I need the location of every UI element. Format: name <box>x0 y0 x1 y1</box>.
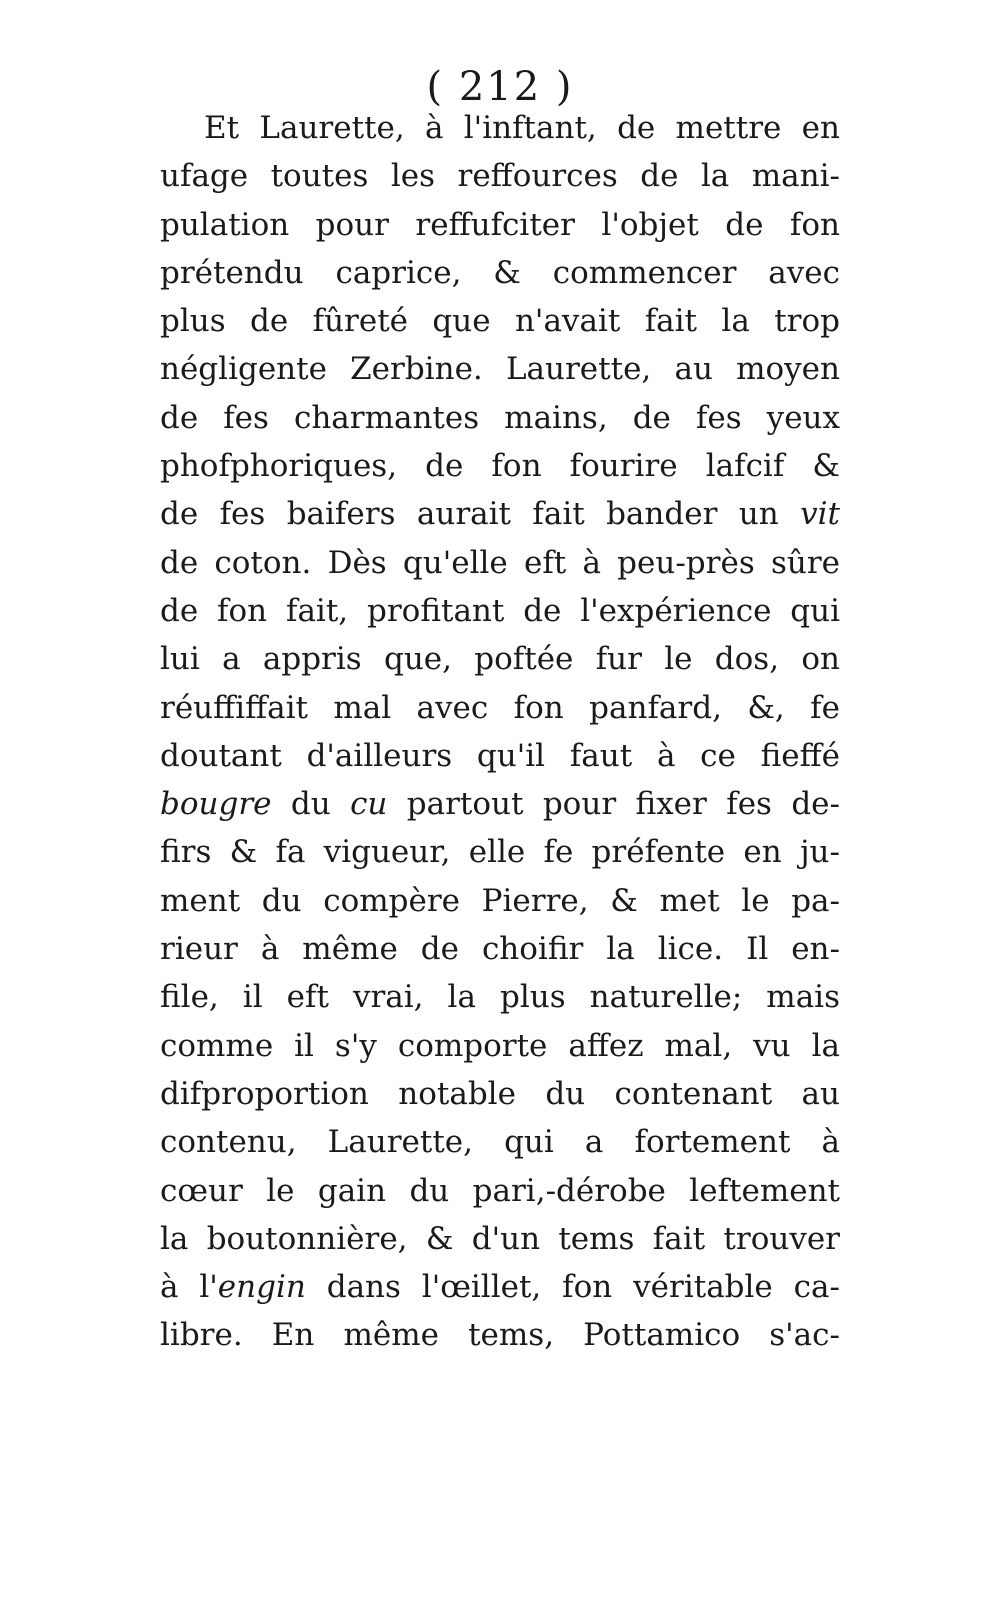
text-segment: contenu, Laurette, qui a fortement à <box>160 1124 840 1161</box>
text-segment: à l' <box>160 1269 218 1306</box>
text-segment: du <box>271 786 351 823</box>
text-line <box>160 925 840 973</box>
text-segment: comme il s'y comporte affez mal, vu la <box>160 1027 840 1064</box>
text-line <box>160 249 840 297</box>
text-segment: Et Laurette, à l'inftant, de mettre en <box>204 110 840 146</box>
text-segment: ufage toutes les reffources de la mani- <box>160 158 840 195</box>
text-segment: de fes baifers aurait fait bander un <box>160 496 801 533</box>
text-line <box>160 780 840 828</box>
text-line <box>160 442 840 490</box>
text-line <box>160 587 840 635</box>
text-line <box>160 394 840 442</box>
text-line <box>160 297 840 345</box>
text-segment: file, il eft vrai, la plus naturelle; mais <box>160 979 840 1016</box>
text-segment: dans l'œillet, fon véritable ca- <box>305 1269 840 1306</box>
text-segment: réuffiffait mal avec fon panfard, &, fe <box>160 689 840 726</box>
text-segment: négligente Zerbine. Laurette, au moyen <box>160 351 840 388</box>
text-line <box>160 152 840 200</box>
text-line <box>160 539 840 587</box>
text-line <box>160 635 840 683</box>
text-segment: rieur à même de choifir la lice. Il en- <box>160 931 840 968</box>
text-line <box>160 1022 840 1070</box>
text-segment: partout pour fixer fes de- <box>387 786 840 823</box>
text-line <box>160 973 840 1021</box>
text-segment: de fon fait, profitant de l'expérience qui <box>160 592 840 629</box>
text-segment: lui a appris que, poftée fur le dos, on <box>160 641 840 678</box>
text-segment: firs & fa vigueur, elle fe préfente en ju- <box>160 834 840 871</box>
text-segment: de fes charmantes mains, de fes yeux <box>160 399 840 436</box>
body-text <box>160 104 840 1360</box>
text-line <box>160 828 840 876</box>
text-line <box>160 1167 840 1215</box>
text-segment: ment du compère Pierre, & met le pa- <box>160 882 840 919</box>
text-line <box>160 104 840 152</box>
text-line <box>160 732 840 780</box>
italic-word: vit <box>800 496 840 533</box>
text-line <box>160 1070 840 1118</box>
italic-word: engin <box>217 1269 306 1306</box>
text-segment: plus de fûreté que n'avait fait la trop <box>160 303 840 340</box>
text-line <box>160 1311 840 1359</box>
text-segment: pulation pour reffufciter l'objet de fon <box>160 206 840 243</box>
text-segment: libre. En même tems, Pottamico s'ac- <box>160 1317 840 1354</box>
text-line <box>160 201 840 249</box>
text-segment: de coton. Dès qu'elle eft à peu-près sûre <box>160 544 840 581</box>
page-number: ( 212 ) <box>426 64 574 110</box>
text-line <box>160 1118 840 1166</box>
text-line <box>160 684 840 732</box>
text-segment: prétendu caprice, & commencer avec <box>160 254 840 291</box>
text-line <box>160 345 840 393</box>
text-line <box>160 877 840 925</box>
text-line <box>160 490 840 538</box>
text-segment: la boutonnière, & d'un tems fait trouver <box>160 1220 840 1257</box>
text-segment: difproportion notable du contenant au <box>160 1075 840 1112</box>
text-segment: cœur le gain du pari,-dérobe leftement <box>160 1172 840 1209</box>
italic-word: cu <box>350 786 388 823</box>
text-line <box>160 1215 840 1263</box>
italic-word: bougre <box>160 786 272 823</box>
text-segment: doutant d'ailleurs qu'il faut à ce fieffé <box>160 737 840 774</box>
text-segment: phofphoriques, de fon fourire lafcif & <box>160 448 840 485</box>
text-line <box>160 1263 840 1311</box>
